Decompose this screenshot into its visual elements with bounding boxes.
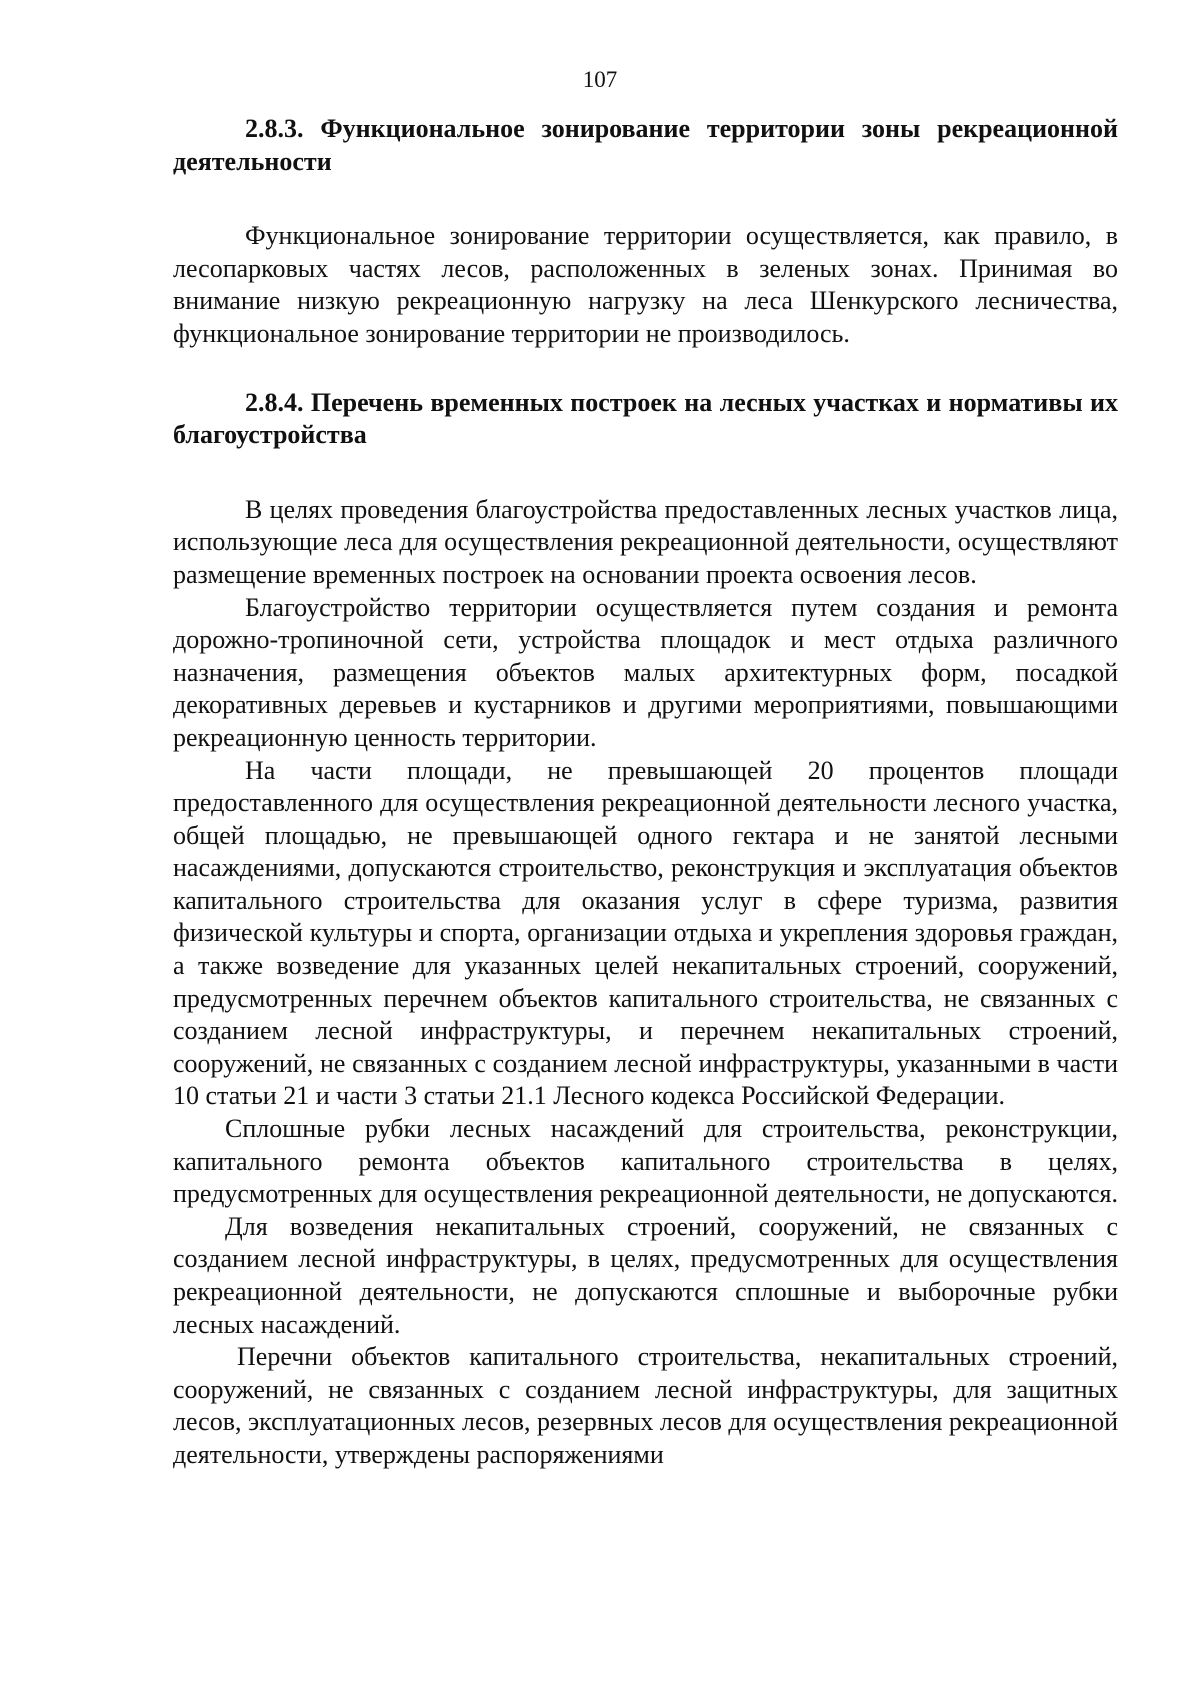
paragraph: Благоустройство территории осуществляется путем создания и ремонта дорожно-тропиночной сети, устройства площадок и мест отдыха различного назначения, размещения объектов малых архитектурных форм, посадкой декоративных деревьев и кустарников и другими мероприятиями, повышающими рекреационную ценность территории. xyxy=(173,592,1118,752)
section-number: 2.8.3. xyxy=(245,114,304,143)
section-heading-2-8-3 xyxy=(173,113,1118,178)
paragraph: Сплошные рубки лесных насаждений для строительства, реконструкции, капитального ремонта объектов капитального строительства в целях, предусмотренных для осуществления рекреационной деятельности, не допускаются. xyxy=(173,1114,1119,1209)
document-body xyxy=(173,113,1118,1472)
section-title: Функциональное зонирование территории зоны рекреационной деятельности xyxy=(173,114,1119,176)
section-heading-2-8-4 xyxy=(173,387,1118,452)
paragraph: На части площади, не превышающей 20 процентов площади предоставленного для осуществления рекреационной деятельности лесного участка, общей площадью, не превышающей одного гектара и не занятой лесными насаждениями, допускаются строительство, реконструкция и эксплуатация объектов капитального строительства для оказания услуг в сфере туризма, развития физической культуры и спорта, организации отдыха и укрепления здоровья граждан, а также возведение для указанных целей некапитальных строений, сооружений, предусмотренных перечнем объектов капитального строительства, не связанных с созданием лесной инфраструктуры, и перечнем некапитальных строений, сооружений, не связанных с созданием лесной инфраструктуры, указанными в части 10 статьи 21 и части 3 статьи 21.1 Лесного кодекса Российской Федерации. xyxy=(173,755,1118,1111)
section-title: Перечень временных построек на лесных участках и нормативы их благоустройства xyxy=(173,387,1119,450)
paragraph: В целях проведения благоустройства предоставленных лесных участков лица, использующие леса для осуществления рекреационной деятельности, осуществляют размещение временных построек на основании проекта освоения лесов. xyxy=(173,494,1118,589)
page-number: 107 xyxy=(582,67,618,92)
paragraph: Перечни объектов капитального строительства, некапитальных строений, сооружений, не связанных с созданием лесной инфраструктуры, для защитных лесов, эксплуатационных лесов, резервных лесов для осуществления рекреационной деятельности, утверждены распоряжениями xyxy=(173,1342,1118,1469)
paragraph: Функциональное зонирование территории осуществляется, как правило, в лесопарковых частях лесов, расположенных в зеленых зонах. Принимая во внимание низкую рекреационную нагрузку на леса Шенкурского лесничества, функциональное зонирование территории не производилось. xyxy=(173,221,1118,348)
paragraph: Для возведения некапитальных строений, сооружений, не связанных с созданием лесной инфраструктуры, в целях, предусмотренных для осуществления рекреационной деятельности, не допускаются сплошные и выборочные рубки лесных насаждений. xyxy=(173,1211,1118,1339)
section-number: 2.8.4. xyxy=(245,387,304,417)
